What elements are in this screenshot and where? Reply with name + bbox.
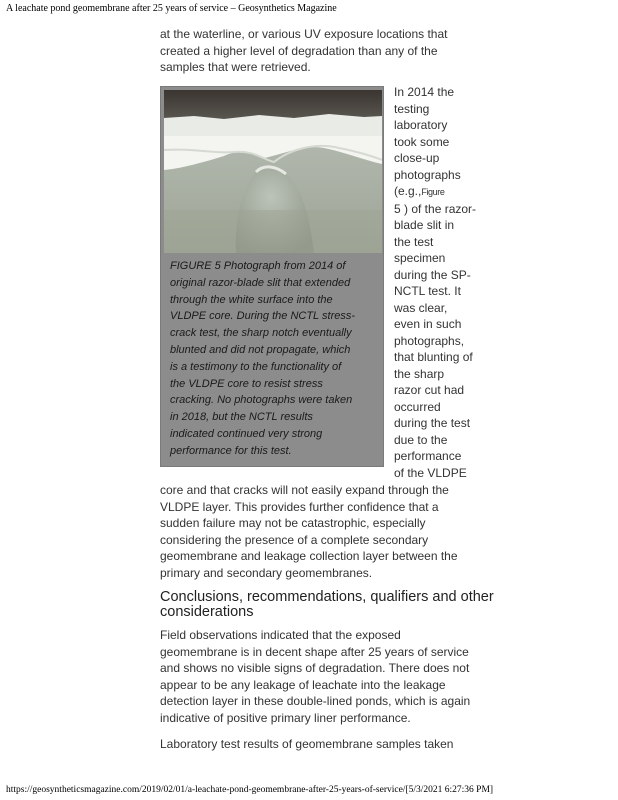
figure-5 — [160, 86, 384, 467]
text-line: that blunting of — [394, 350, 473, 364]
text-line: razor cut had — [394, 383, 465, 397]
caption-line: VLDPE core. During the NCTL stress- — [170, 310, 356, 323]
text-line: at the waterline, or various UV exposure locations that — [160, 27, 448, 41]
text-line: performance — [394, 449, 462, 463]
text-line: Field observations indicated that the exposed — [160, 628, 401, 642]
text-line: the sharp — [394, 366, 445, 381]
section-heading-conclusions — [160, 590, 494, 620]
paragraph-lab-results — [160, 736, 453, 753]
paragraph-top — [160, 26, 447, 76]
text-line: NCTL test. It — [394, 284, 461, 298]
paragraph-conclusions — [160, 627, 470, 726]
figure-5-photograph — [164, 90, 382, 253]
browser-print-header: A leachate pond geomembrane after 25 years of service – Geosynthetics Magazine — [6, 3, 337, 14]
text-line: during the test — [394, 416, 471, 430]
text-line: during the SP- — [394, 267, 471, 282]
caption-line: FIGURE 5 Photograph from 2014 of — [170, 260, 346, 272]
text-line: took some — [394, 134, 450, 149]
text-line: the test — [394, 234, 434, 249]
text-fragment: (e.g., — [394, 184, 422, 198]
text-line: detection layer in these double-lined ponds, which is again — [160, 694, 471, 708]
caption-line: through the white surface into the — [170, 293, 333, 306]
text-line: considering the presence of a complete secondary — [160, 532, 429, 547]
text-line: close-up — [394, 151, 440, 165]
caption-line: crack test, the sharp notch eventually — [170, 327, 352, 340]
caption-line: in 2018, but the NCTL results — [170, 411, 313, 424]
text-line: laboratory — [394, 118, 448, 132]
text-line: specimen — [394, 251, 446, 265]
browser-print-footer-url: https://geosyntheticsmagazine.com/2019/02/01/a-leachate-pond-geomembrane-after-25-years-of-service/[5/3/2021 6:27:36 PM] — [6, 785, 494, 795]
text-line: appear to be any leakage of leachate into the leakage — [160, 677, 446, 692]
text-line: was clear, — [394, 300, 448, 315]
caption-line: cracking. No photographs were taken — [170, 394, 353, 407]
text-line: even in such — [394, 317, 462, 331]
text-line: photographs, — [394, 333, 465, 348]
caption-line: blunted and did not propagate, which — [170, 343, 351, 356]
text-line: Laboratory test results of geomembrane samples taken — [160, 737, 454, 751]
text-line: core and that cracks will not easily expand through the — [160, 483, 449, 497]
text-line: sudden failure may not be catastrophic, especially — [160, 516, 426, 530]
text-line: due to the — [394, 432, 448, 447]
text-line: blade slit in — [394, 218, 455, 232]
text-line: created a higher level of degradation than any of the — [160, 43, 438, 58]
caption-line: the VLDPE core to resist stress — [170, 377, 323, 390]
text-line: primary and secondary geomembranes. — [160, 565, 373, 580]
text-line: samples that were retrieved. — [160, 60, 311, 74]
text-line-with-figure-ref — [394, 183, 476, 201]
heading-line: Conclusions, recommendations, qualifiers and other — [160, 589, 494, 605]
text-line: and shows no visible signs of degradation. There does not — [160, 661, 470, 675]
caption-line: indicated continued very strong — [170, 427, 323, 440]
text-line: geomembrane and leakage collection layer between the — [160, 549, 458, 563]
caption-line: performance for this test. — [170, 444, 292, 457]
figure-5-link[interactable]: Figure — [421, 187, 445, 197]
figure-5-caption — [170, 258, 375, 460]
caption-line: is a testimony to the functionality of — [170, 360, 342, 373]
text-line: VLDPE layer. This provides further confidence that a — [160, 499, 439, 514]
text-line: testing — [394, 101, 430, 116]
caption-line: original razor-blade slit that extended — [170, 276, 351, 289]
paragraph-continued — [160, 482, 458, 581]
paragraph-side — [394, 84, 476, 481]
text-line: In 2014 the — [394, 85, 455, 99]
text-line: 5 ) of the razor- — [394, 201, 477, 216]
text-line: geomembrane is in decent shape after 25 years of service — [160, 644, 469, 659]
heading-line: considerations — [160, 604, 254, 620]
text-line: occurred — [394, 399, 441, 414]
text-line: indicative of positive primary liner performance. — [160, 710, 411, 725]
text-line: photographs — [394, 167, 461, 182]
text-line: of the VLDPE — [394, 465, 467, 480]
